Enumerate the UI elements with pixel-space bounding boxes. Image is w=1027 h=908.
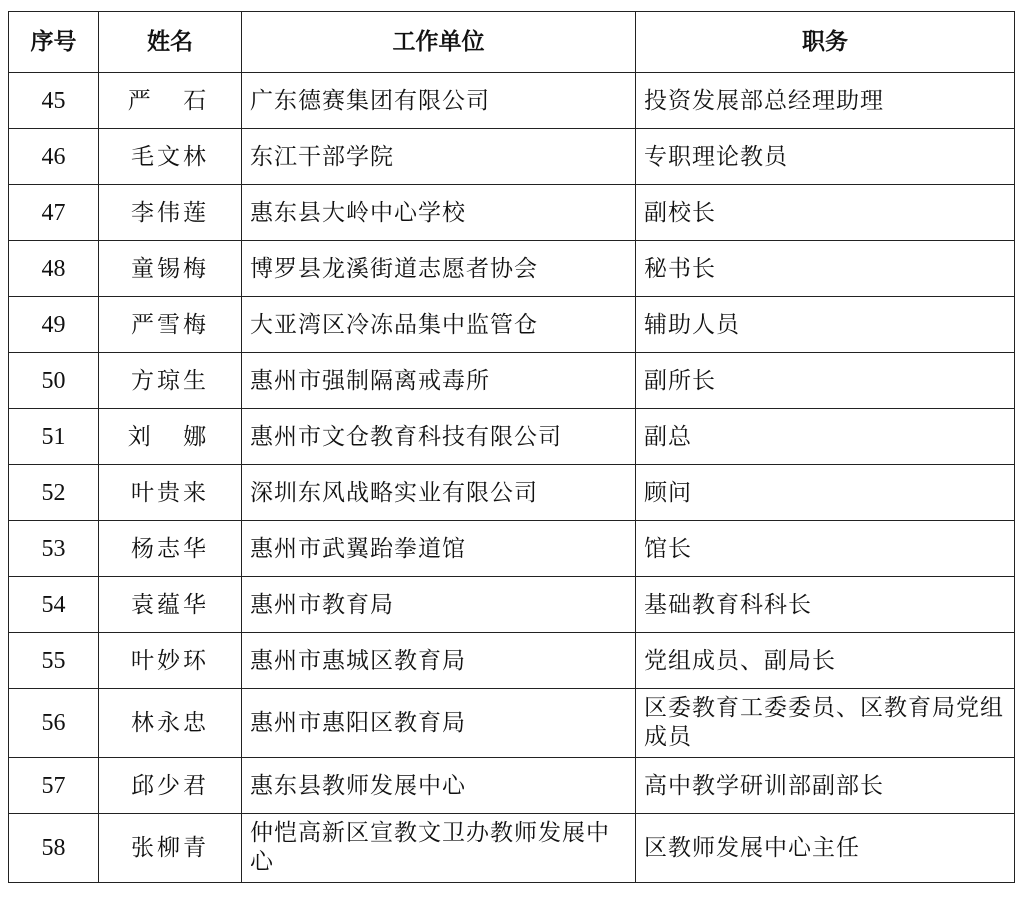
- cell-duty: 秘书长: [636, 241, 1015, 297]
- cell-unit: 广东德赛集团有限公司: [242, 73, 636, 129]
- cell-duty: 副总: [636, 409, 1015, 465]
- cell-unit: 惠东县大岭中心学校: [242, 185, 636, 241]
- cell-name: 袁蕴华: [99, 577, 242, 633]
- cell-unit: 惠州市教育局: [242, 577, 636, 633]
- cell-name: 童锡梅: [99, 241, 242, 297]
- cell-duty: 顾问: [636, 465, 1015, 521]
- cell-seq: 52: [9, 465, 99, 521]
- table-row: [9, 465, 1015, 521]
- cell-unit: 大亚湾区冷冻品集中监管仓: [242, 297, 636, 353]
- cell-name: 严雪梅: [99, 297, 242, 353]
- cell-duty: 投资发展部总经理助理: [636, 73, 1015, 129]
- cell-seq: 51: [9, 409, 99, 465]
- cell-unit: 东江干部学院: [242, 129, 636, 185]
- cell-seq: 45: [9, 73, 99, 129]
- cell-name: 方琼生: [99, 353, 242, 409]
- table-row: [9, 353, 1015, 409]
- cell-duty: 区教师发展中心主任: [636, 814, 1015, 883]
- header-name: 姓名: [99, 12, 242, 73]
- cell-unit: 博罗县龙溪街道志愿者协会: [242, 241, 636, 297]
- table-header-row: [9, 12, 1015, 73]
- cell-seq: 58: [9, 814, 99, 883]
- cell-name: 李伟莲: [99, 185, 242, 241]
- table-row: [9, 577, 1015, 633]
- cell-seq: 57: [9, 758, 99, 814]
- cell-name: 杨志华: [99, 521, 242, 577]
- cell-duty: 专职理论教员: [636, 129, 1015, 185]
- cell-seq: 56: [9, 689, 99, 758]
- cell-name: 严 石: [99, 73, 242, 129]
- cell-seq: 47: [9, 185, 99, 241]
- table-row: [9, 814, 1015, 883]
- cell-name: 邱少君: [99, 758, 242, 814]
- cell-unit: 惠州市文仓教育科技有限公司: [242, 409, 636, 465]
- cell-name: 叶妙环: [99, 633, 242, 689]
- cell-seq: 50: [9, 353, 99, 409]
- cell-name: 叶贵来: [99, 465, 242, 521]
- cell-unit: 惠州市惠阳区教育局: [242, 689, 636, 758]
- cell-duty: 馆长: [636, 521, 1015, 577]
- table-row: [9, 689, 1015, 758]
- cell-duty: 高中教学研训部副部长: [636, 758, 1015, 814]
- table-row: [9, 297, 1015, 353]
- cell-seq: 55: [9, 633, 99, 689]
- cell-seq: 48: [9, 241, 99, 297]
- table-row: [9, 758, 1015, 814]
- personnel-table: [8, 11, 1015, 883]
- cell-unit: 深圳东风战略实业有限公司: [242, 465, 636, 521]
- cell-seq: 53: [9, 521, 99, 577]
- header-seq: 序号: [9, 12, 99, 73]
- cell-unit: 惠东县教师发展中心: [242, 758, 636, 814]
- header-unit: 工作单位: [242, 12, 636, 73]
- cell-unit: 惠州市惠城区教育局: [242, 633, 636, 689]
- cell-unit: 仲恺高新区宣教文卫办教师发展中心: [242, 814, 636, 883]
- table-row: [9, 633, 1015, 689]
- table-row: [9, 73, 1015, 129]
- cell-name: 林永忠: [99, 689, 242, 758]
- table-row: [9, 185, 1015, 241]
- cell-unit: 惠州市武翼跆拳道馆: [242, 521, 636, 577]
- cell-name: 刘 娜: [99, 409, 242, 465]
- table-row: [9, 521, 1015, 577]
- table-row: [9, 129, 1015, 185]
- cell-name: 毛文林: [99, 129, 242, 185]
- cell-seq: 46: [9, 129, 99, 185]
- cell-name: 张柳青: [99, 814, 242, 883]
- cell-duty: 辅助人员: [636, 297, 1015, 353]
- cell-duty: 党组成员、副局长: [636, 633, 1015, 689]
- cell-duty: 区委教育工委委员、区教育局党组成员: [636, 689, 1015, 758]
- header-duty: 职务: [636, 12, 1015, 73]
- table-row: [9, 241, 1015, 297]
- cell-seq: 49: [9, 297, 99, 353]
- cell-duty: 副所长: [636, 353, 1015, 409]
- cell-seq: 54: [9, 577, 99, 633]
- cell-unit: 惠州市强制隔离戒毒所: [242, 353, 636, 409]
- cell-duty: 基础教育科科长: [636, 577, 1015, 633]
- table-row: [9, 409, 1015, 465]
- cell-duty: 副校长: [636, 185, 1015, 241]
